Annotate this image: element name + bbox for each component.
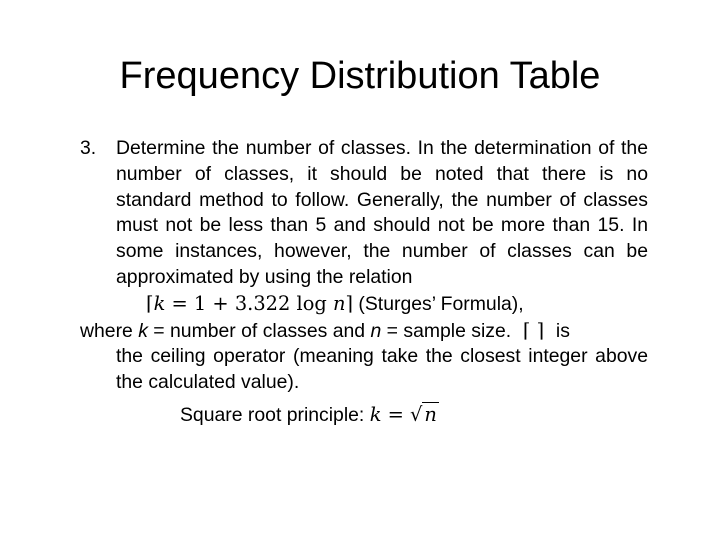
where-text-2: = number of classes and	[147, 319, 371, 342]
list-item-text: Determine the number of classes. In the determination of the number of classes, it should be noted that there is no standard method to follow. Generally, the number of classes must not be less than 5 and should not be more than 15. In some instances, however, the number of classes can be approximated by using the relation	[116, 137, 648, 288]
ceiling-explanation: the ceiling operator (meaning take the closest integer above the calculated value).	[116, 345, 648, 394]
where-n: n	[370, 319, 382, 342]
where-k: k	[138, 319, 148, 342]
square-root-principle	[80, 402, 648, 429]
square-root-n: n	[424, 402, 437, 426]
formula-expression: = 1 + 3.322 log	[165, 291, 333, 315]
list-item-3	[80, 136, 648, 291]
square-root-k: k	[369, 402, 382, 426]
where-text-3: = sample size.	[381, 319, 517, 342]
list-number: 3.	[80, 137, 97, 159]
slide-title: Frequency Distribution Table	[119, 55, 601, 97]
where-text-4: is	[550, 319, 570, 342]
where-text-1: where	[80, 319, 139, 342]
ceiling-brackets: ⌈ ⌉	[522, 318, 545, 342]
sturges-formula	[80, 291, 648, 318]
formula-rceil: ⌉	[345, 291, 354, 315]
square-root-eq: =	[381, 402, 411, 426]
content-body	[80, 136, 648, 454]
square-root-label: Square root principle:	[180, 403, 370, 426]
formula-label: (Sturges’ Formula),	[353, 292, 524, 315]
formula-lceil: ⌈	[146, 291, 154, 315]
formula-n: n	[332, 291, 346, 315]
formula-k: k	[153, 291, 166, 315]
square-root-expression: √ n	[410, 402, 437, 426]
where-definition	[80, 318, 648, 345]
